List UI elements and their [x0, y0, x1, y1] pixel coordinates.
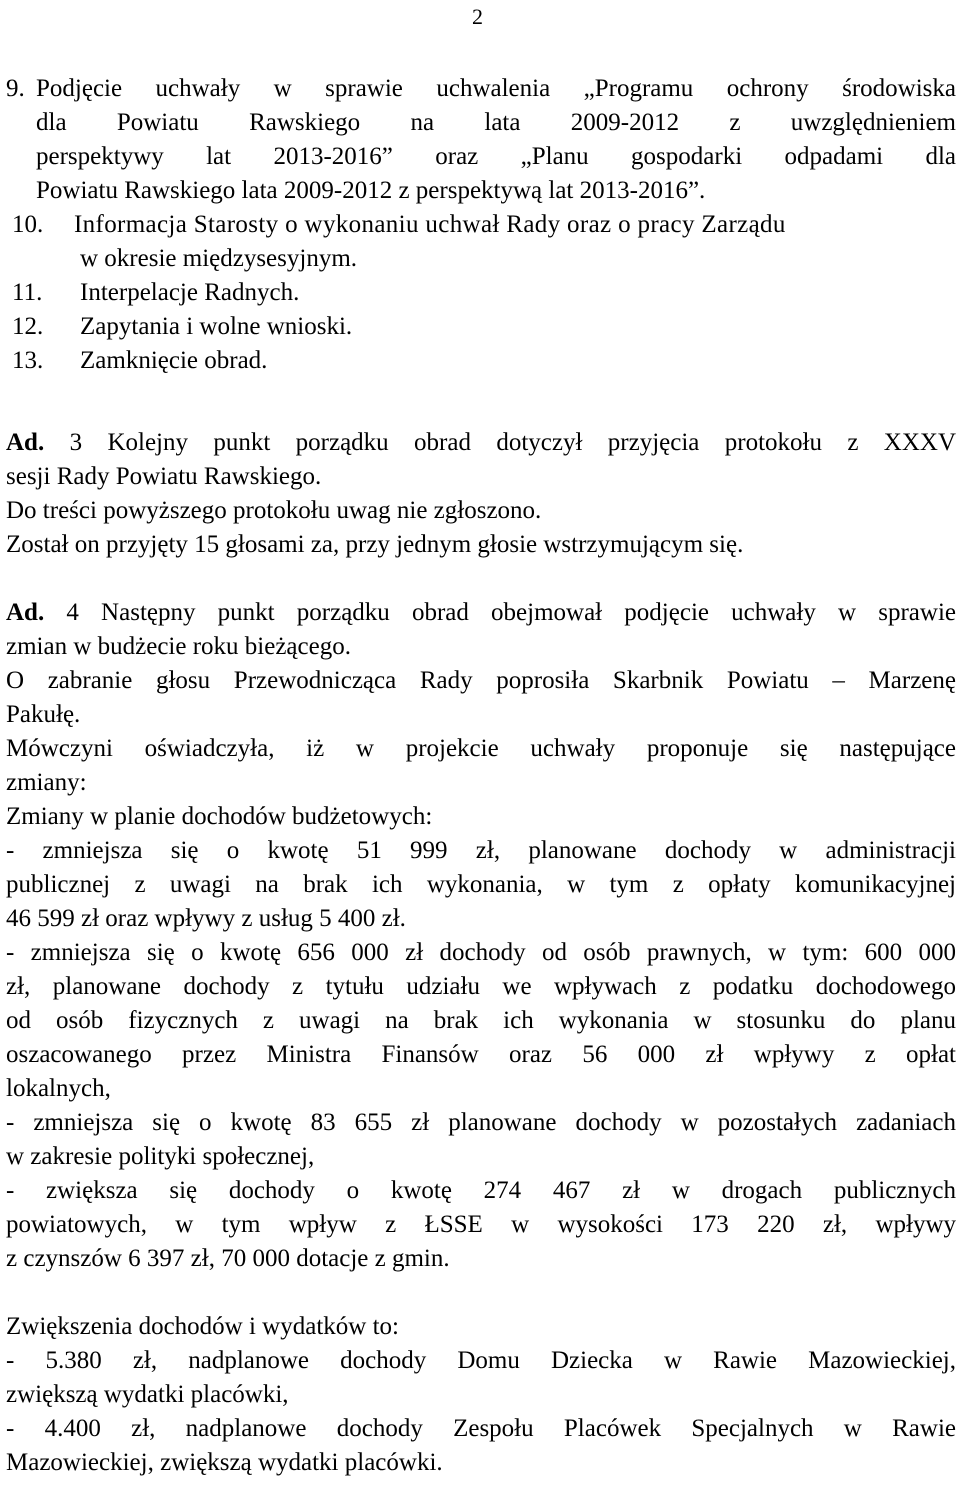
agenda-item-number: 11.: [12, 279, 43, 306]
document-body: [6, 72, 956, 1480]
agenda-item-11: 11. Interpelacje Radnych.: [6, 276, 956, 310]
ad4-prefix: Ad.: [6, 599, 45, 626]
ad4-line-8: - zmniejsza się o kwotę 51 999 zł, planowane dochody w administracji: [6, 837, 956, 864]
ad3-line-2: sesji Rady Powiatu Rawskiego.: [6, 463, 322, 490]
page-number: 2: [472, 4, 483, 29]
ad4-line-20: z czynszów 6 397 zł, 70 000 dotacje z gmin.: [6, 1245, 450, 1272]
ad4-line-6: zmiany:: [6, 769, 87, 796]
ad3-line-1: Ad. 3 Kolejny punkt porządku obrad dotyczył przyjęcia protokołu z XXXV: [6, 429, 956, 456]
ad4-line-5: Mówczyni oświadczyła, iż w projekcie uchwały proponuje się następujące: [6, 735, 956, 762]
ad4-line-9: publicznej z uwagi na brak ich wykonania, w tym z opłaty komunikacyjnej: [6, 871, 956, 898]
spacer: [6, 1276, 956, 1310]
ad4-line-17: w zakresie polityki społecznej,: [6, 1143, 315, 1170]
increases-line-2: zwiększą wydatki placówki,: [6, 1381, 289, 1408]
ad3-line-4: Został on przyjęty 15 głosami za, przy jednym głosie wstrzymującym się.: [6, 531, 744, 558]
spacer: [6, 562, 956, 596]
agenda-item-9-line-1: 9. Podjęcie uchwały w sprawie uchwalenia „Programu ochrony środowiska: [6, 72, 956, 106]
ad4-line-13: od osób fizycznych z uwagi na brak ich wykonania w stosunku do planu: [6, 1007, 956, 1034]
spacer: [6, 378, 956, 412]
ad3-prefix: Ad.: [6, 429, 45, 456]
ad4-line-19: powiatowych, w tym wpływ z ŁSSE w wysokości 173 220 zł, wpływy: [6, 1211, 956, 1238]
ad4-line-11: - zmniejsza się o kwotę 656 000 zł dochody od osób prawnych, w tym: 600 000: [6, 939, 956, 966]
agenda-item-number: 13.: [12, 347, 44, 374]
agenda-item-10-line-1: 10. Informacja Starosty o wykonaniu uchwał Rady oraz o pracy Zarządu: [6, 208, 956, 242]
ad4-line-18: - zwiększa się dochody o kwotę 274 467 zł w drogach publicznych: [6, 1177, 956, 1204]
agenda-item-9-line-3: perspektywy lat 2013-2016” oraz „Planu gospodarki odpadami dla: [36, 143, 956, 170]
agenda-item-number: 9.: [6, 75, 25, 102]
ad4-line-2: zmian w budżecie roku bieżącego.: [6, 633, 351, 660]
increases-line-1: - 5.380 zł, nadplanowe dochody Domu Dziecka w Rawie Mazowieckiej,: [6, 1347, 956, 1374]
ad4-line-1: Ad. 4 Następny punkt porządku obrad obejmował podjęcie uchwały w sprawie: [6, 599, 956, 626]
agenda-item-9-line-2: dla Powiatu Rawskiego na lata 2009-2012 z uwzględnieniem: [36, 109, 956, 136]
increases-heading: Zwiększenia dochodów i wydatków to:: [6, 1313, 399, 1340]
agenda-item-10-line-2: w okresie międzysesyjnym.: [80, 245, 358, 272]
ad4-line-3: O zabranie głosu Przewodnicząca Rady poprosiła Skarbnik Powiatu – Marzenę: [6, 667, 956, 694]
ad4-line-4: Pakułę.: [6, 701, 81, 728]
increases-line-4: Mazowieckiej, zwiększą wydatki placówki.: [6, 1449, 443, 1476]
ad4-line-7: Zmiany w planie dochodów budżetowych:: [6, 803, 433, 830]
ad4-line-14: oszacowanego przez Ministra Finansów oraz 56 000 zł wpływy z opłat: [6, 1041, 956, 1068]
increases-line-3: - 4.400 zł, nadplanowe dochody Zespołu Placówek Specjalnych w Rawie: [6, 1415, 956, 1442]
agenda-item-number: 12.: [12, 313, 44, 340]
ad3-line-3: Do treści powyższego protokołu uwag nie zgłoszono.: [6, 497, 542, 524]
ad4-line-12: zł, planowane dochody z tytułu udziału we wpływach z podatku dochodowego: [6, 973, 956, 1000]
ad4-line-10: 46 599 zł oraz wpływy z usług 5 400 zł.: [6, 905, 406, 932]
ad3-number: 3: [69, 429, 83, 456]
agenda-item-9-line-4: Powiatu Rawskiego lata 2009-2012 z perspektywą lat 2013-2016”.: [36, 177, 706, 204]
agenda-item-12: 12. Zapytania i wolne wnioski.: [6, 310, 956, 344]
ad4-line-16: - zmniejsza się o kwotę 83 655 zł planowane dochody w pozostałych zadaniach: [6, 1109, 956, 1136]
ad4-line-15: lokalnych,: [6, 1075, 111, 1102]
ad4-number: 4: [66, 599, 79, 626]
agenda-item-13: 13. Zamknięcie obrad.: [6, 344, 956, 378]
agenda-item-number: 10.: [12, 211, 44, 238]
